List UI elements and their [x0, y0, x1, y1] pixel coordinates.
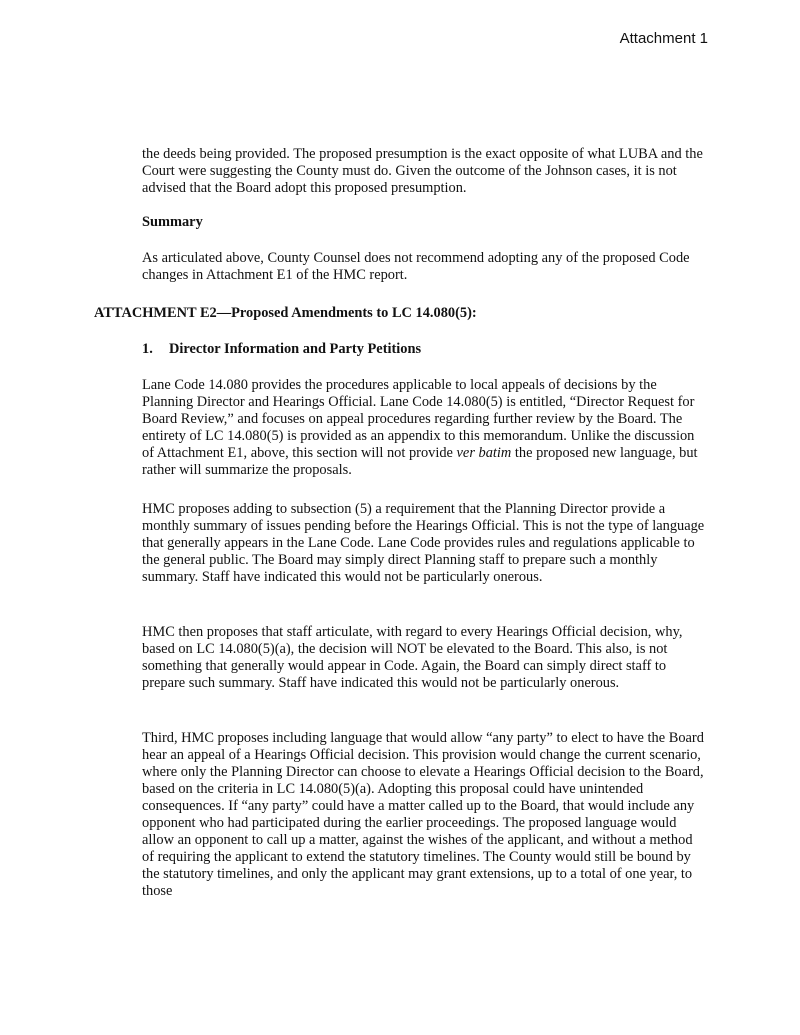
paragraph-monthly-summary: HMC proposes adding to subsection (5) a requirement that the Planning Director provide a monthly summary of issues pending before the Hearings Official. This is not the type of language that generally appears in the Lane Code. Lane Code provides rules and regulations applicable to the general public. The Board may simply direct Planning staff to prepare such a monthly summary. Staff have indicated this would not be particularly onerous.: [142, 501, 705, 585]
paragraph-deeds-presumption: the deeds being provided. The proposed presumption is the exact opposite of what LUBA and the Court were suggesting the County must do. Given the outcome of the Johnson cases, it is not advised that the Board adopt this proposed presumption.: [142, 146, 703, 196]
paragraph-summary: As articulated above, County Counsel does not recommend adopting any of the proposed Code changes in Attachment E1 of the HMC report.: [142, 250, 690, 283]
paragraph-lane-code: [142, 377, 708, 479]
section-title: Director Information and Party Petitions: [169, 341, 422, 357]
paragraph-lane-code-text: Lane Code 14.080 provides the procedures applicable to local appeals of decisions by the Planning Director and Hearings Official. Lane Code 14.080(5) is entitled, “Director Request for Board Review,” and focuses on appeal procedures regarding further review by the Board. The entirety of LC 14.080(5) is provided as an appendix to this memorandum. Unlike the discussion of Attachment E1, above, this section will not provide: [142, 377, 695, 461]
paragraph-staff-articulate: HMC then proposes that staff articulate, with regard to every Hearings Official decision, why, based on LC 14.080(5)(a), the decision will NOT be elevated to the Board. This also, is not something that generally would appear in Code. Again, the Board can simply direct staff to prepare such summary. Staff have indicated this would not be particularly onerous.: [142, 624, 683, 691]
section-heading: [142, 341, 708, 358]
paragraph-any-party: Third, HMC proposes including language that would allow “any party” to elect to have the Board hear an appeal of a Hearings Official decision. This provision would change the current scenario, where only the Planning Director can choose to elevate a Hearings Official decision to the Board, based on the criteria in LC 14.080(5)(a). Adopting this proposal could have unintended consequences. If “any party” could have a matter called up to the Board, that would include any opponent who had participated during the earlier proceedings. The proposed language would allow an opponent to call up a matter, against the wishes of the applicant, and without a method of requiring the applicant to extend the statutory timelines. The County would still be bound by the statutory timelines, and only the applicant may grant extensions, up to a total of one year, to those: [142, 730, 704, 899]
section-number: 1.: [142, 341, 153, 357]
paragraph-lane-code-end: the proposed new language, but rather will summarize the proposals.: [142, 445, 698, 478]
attachment-label: Attachment 1: [619, 30, 708, 47]
ver-batim-italic: ver batim: [456, 445, 512, 461]
attachment-e2-heading: ATTACHMENT E2—Proposed Amendments to LC 14.080(5):: [94, 305, 477, 321]
summary-heading: Summary: [142, 214, 203, 230]
